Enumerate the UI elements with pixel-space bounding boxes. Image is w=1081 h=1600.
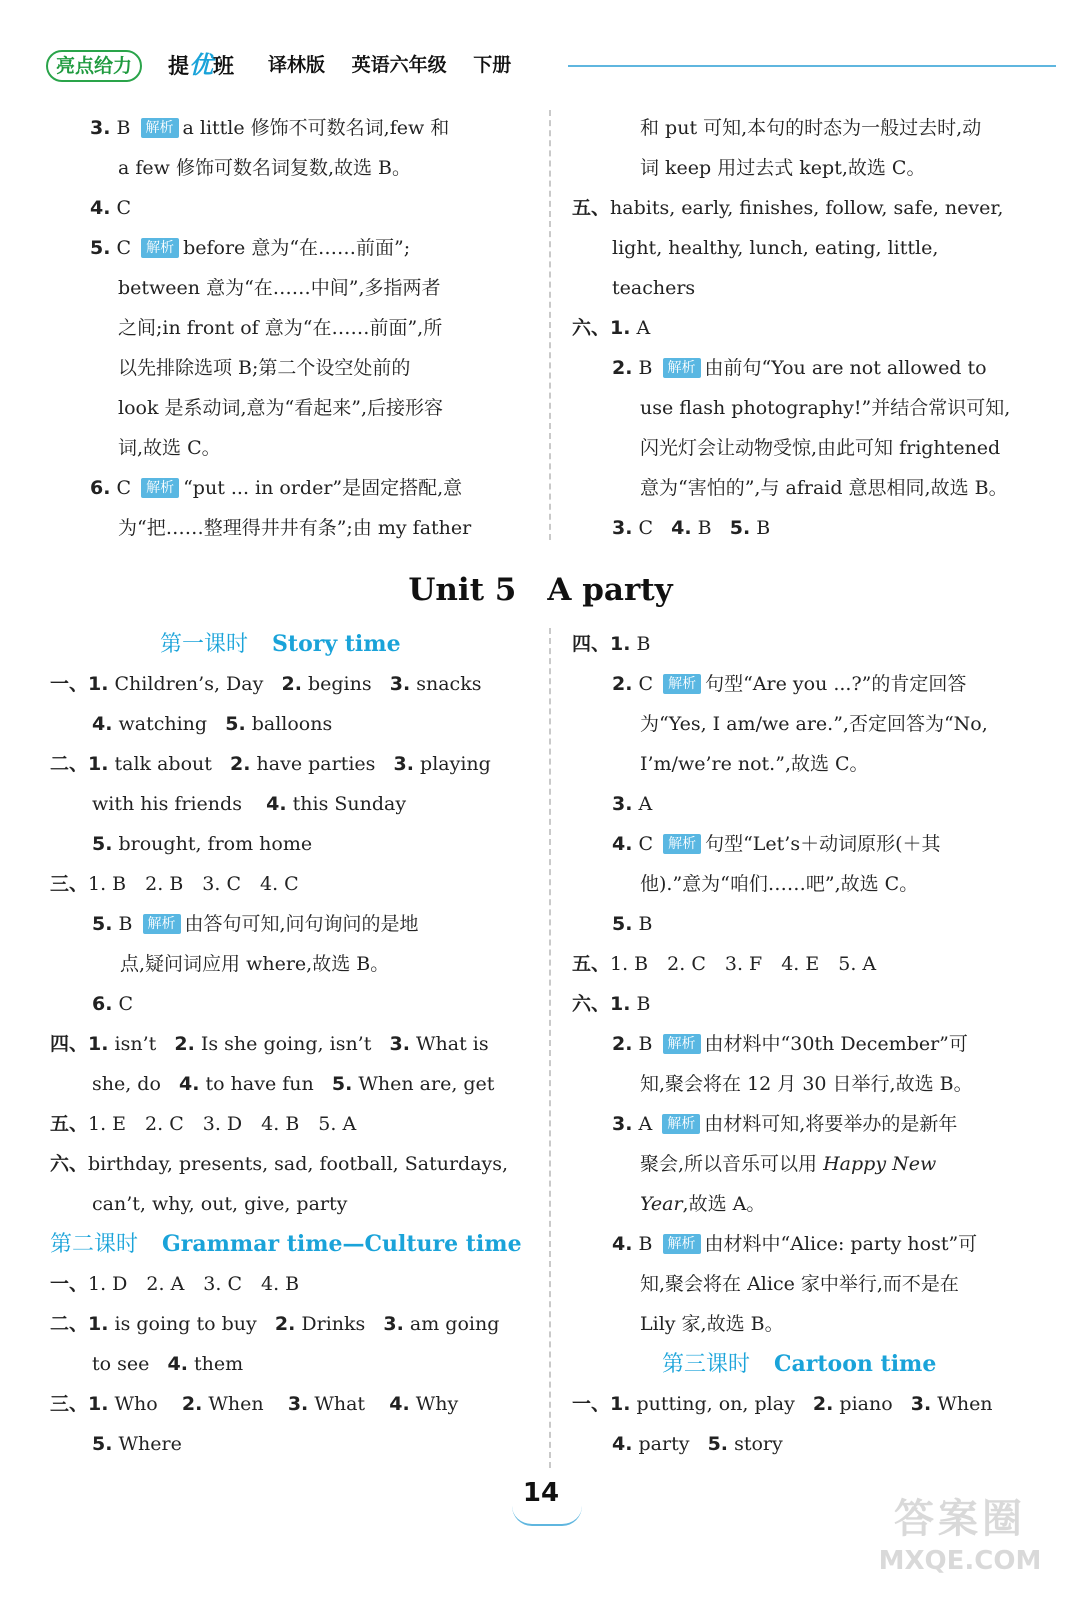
answer-line: 5. Where <box>92 1433 182 1455</box>
answer-line: 4. party 5. story <box>612 1433 783 1455</box>
section-heading-2: 第二课时 Grammar time—Culture time <box>50 1231 522 1257</box>
page-number: 14 <box>522 1478 560 1508</box>
series-you: 优 <box>189 51 213 79</box>
answer-line: 以先排除选项 B;第二个设空处前的 <box>118 357 411 379</box>
answer-line: Lily 家,故选 B。 <box>640 1313 784 1335</box>
answer-line: 闪光灯会让动物受惊,由此可知 frightened <box>640 437 1001 459</box>
answer-line: 知,聚会将在 12 月 30 日举行,故选 B。 <box>640 1073 973 1095</box>
answer-line: 意为“害怕的”,与 afraid 意思相同,故选 B。 <box>640 477 1008 499</box>
watermark <box>870 1492 1050 1590</box>
answer-line: 知,聚会将在 Alice 家中举行,而不是在 <box>640 1273 959 1295</box>
answer-line: 六、birthday, presents, sad, football, Saturdays, <box>50 1153 509 1175</box>
series-a: 提 <box>168 54 189 78</box>
answer-line: 二、1. is going to buy 2. Drinks 3. am going <box>50 1313 500 1335</box>
answer-line: 之间;in front of 意为“在……前面”,所 <box>118 317 443 339</box>
answer-line: to see 4. them <box>92 1353 244 1375</box>
answer-line: 为“把……整理得井井有条”;由 my father <box>118 517 472 539</box>
answer-line: 聚会,所以音乐可以用 Happy New <box>640 1153 937 1175</box>
watermark-title: 答案圈 <box>894 1496 1026 1542</box>
analysis-tag: 解析 <box>662 1114 700 1134</box>
column-divider-bottom <box>549 628 551 1468</box>
analysis-tag: 解析 <box>141 118 179 138</box>
section-heading-1: 第一课时 Story time <box>160 631 401 657</box>
edition: 译林版 <box>268 54 326 76</box>
answer-line: 2. B 解析 由材料中“30th December”可 <box>612 1033 968 1055</box>
answer-line: 三、1. Who 2. When 3. What 4. Why <box>50 1393 459 1415</box>
answer-line: between 意为“在……中间”,多指两者 <box>118 277 441 299</box>
answer-line: 为“Yes, I am/we are.”,否定回答为“No, <box>640 713 988 735</box>
answer-line: 5. brought, from home <box>92 833 313 855</box>
analysis-tag: 解析 <box>143 914 181 934</box>
volume: 下册 <box>473 54 512 76</box>
answer-line: look 是系动词,意为“看起来”,后接形容 <box>118 397 444 419</box>
answer-line: 6. C 解析 “put ... in order”是固定搭配,意 <box>90 477 463 499</box>
analysis-tag: 解析 <box>663 834 701 854</box>
answer-line: 4. C 解析 句型“Let’s＋动词原形(＋其 <box>612 833 941 855</box>
answer-line: 点,疑问词应用 where,故选 B。 <box>120 953 390 975</box>
page-number-arc <box>512 1506 582 1526</box>
answer-line: 六、1. A <box>572 317 651 339</box>
right-top-column <box>572 108 1052 548</box>
unit-title: Unit 5 A party <box>408 572 673 608</box>
answer-line: 二、1. talk about 2. have parties 3. playing <box>50 753 491 775</box>
analysis-tag: 解析 <box>663 1234 701 1254</box>
answer-line: can’t, why, out, give, party <box>92 1193 348 1215</box>
answer-line: 5. C 解析 before 意为“在……前面”; <box>90 237 411 259</box>
answer-line: 三、1. B 2. B 3. C 4. C <box>50 873 299 895</box>
series-name <box>168 50 234 81</box>
answer-line: use flash photography!”并结合常识可知, <box>640 397 1011 419</box>
analysis-tag: 解析 <box>141 478 179 498</box>
answer-line: with his friends 4. this Sunday <box>92 793 407 815</box>
answer-line: I’m/we’re not.”,故选 C。 <box>640 753 869 775</box>
section-heading-3: 第三课时 Cartoon time <box>662 1351 937 1377</box>
answer-line: 2. B 解析 由前句“You are not allowed to <box>612 357 987 379</box>
analysis-tag: 解析 <box>663 358 701 378</box>
answer-line: 五、1. B 2. C 3. F 4. E 5. A <box>572 953 877 975</box>
answer-line: 一、1. Children’s, Day 2. begins 3. snacks <box>50 673 482 695</box>
answer-line: 词 keep 用过去式 kept,故选 C。 <box>640 157 926 179</box>
book-info <box>268 50 531 80</box>
answer-line: 四、1. isn’t 2. Is she going, isn’t 3. What is <box>50 1033 489 1055</box>
right-bottom-column <box>572 624 1052 1464</box>
answer-line: teachers <box>612 277 696 299</box>
answer-line: 一、1. putting, on, play 2. piano 3. When <box>572 1393 993 1415</box>
brand-badge: 亮点给力 <box>46 50 142 82</box>
answer-line: 六、1. B <box>572 993 651 1015</box>
answer-line: 词,故选 C。 <box>118 437 221 459</box>
answer-line: light, healthy, lunch, eating, little, <box>612 237 939 259</box>
column-divider-top <box>549 110 551 540</box>
series-b: 班 <box>213 54 234 78</box>
left-top-column <box>90 108 530 548</box>
answer-line: 和 put 可知,本句的时态为一般过去时,动 <box>640 117 982 139</box>
answer-line: 五、habits, early, finishes, follow, safe, never, <box>572 197 1004 219</box>
answer-line: 五、1. E 2. C 3. D 4. B 5. A <box>50 1113 357 1135</box>
analysis-tag: 解析 <box>663 674 701 694</box>
left-bottom-column <box>50 624 540 1464</box>
header-rule <box>568 65 1056 67</box>
answer-line: 四、1. B <box>572 633 651 655</box>
answer-line: 5. B 解析 由答句可知,问句询问的是地 <box>92 913 419 935</box>
page-header <box>46 50 1056 84</box>
answer-line: 2. C 解析 句型“Are you ...?”的肯定回答 <box>612 673 967 695</box>
answer-line: Year,故选 A。 <box>640 1193 766 1215</box>
answer-line: 5. B <box>612 913 653 935</box>
answer-line: 一、1. D 2. A 3. C 4. B <box>50 1273 300 1295</box>
answer-line: she, do 4. to have fun 5. When are, get <box>92 1073 495 1095</box>
analysis-tag: 解析 <box>663 1034 701 1054</box>
subject: 英语六年级 <box>351 54 447 76</box>
answer-line: a few 修饰可数名词复数,故选 B。 <box>118 157 411 179</box>
watermark-url: MXQE.COM <box>878 1546 1042 1576</box>
answer-line: 3. A 解析 由材料可知,将要举办的是新年 <box>612 1113 958 1135</box>
analysis-tag: 解析 <box>141 238 179 258</box>
answer-line: 3. C 4. B 5. B <box>612 517 771 539</box>
answer-line: 3. A <box>612 793 653 815</box>
answer-line: 6. C <box>92 993 134 1015</box>
answer-line: 4. C <box>90 197 132 219</box>
answer-line: 4. watching 5. balloons <box>92 713 333 735</box>
answer-line: 3. B 解析 a little 修饰不可数名词,few 和 <box>90 117 450 139</box>
answer-line: 他).”意为“咱们……吧”,故选 C。 <box>640 873 919 895</box>
answer-line: 4. B 解析 由材料中“Alice: party host”可 <box>612 1233 978 1255</box>
